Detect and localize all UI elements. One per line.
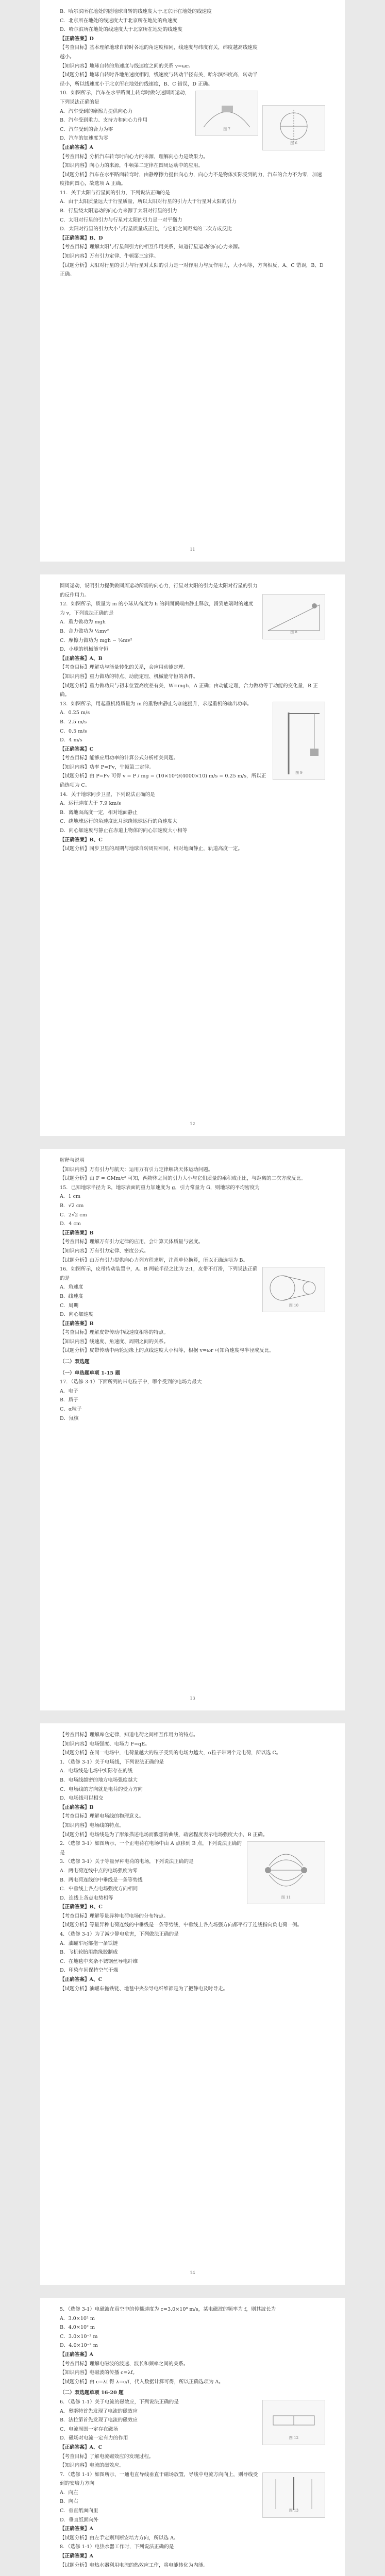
text-line: 【知识内容】电场线的特点。 bbox=[60, 1822, 124, 1828]
answer-line: 【正确答案】C bbox=[60, 746, 94, 752]
option-line: D．氘核 bbox=[60, 1415, 79, 1421]
option-line: A．向左 bbox=[60, 2489, 78, 2496]
text-line: 【考查目标】基本理解地球自转时各地的角速度相同，线速度与纬度有关，纬度越高线速度越小。 bbox=[60, 45, 258, 60]
page-2 bbox=[40, 574, 345, 1136]
text-line: 【考查目标】理解电场线的物理意义。 bbox=[60, 1814, 144, 1820]
text-line: 【考查目标】理解功与能量转化的关系，会应用动能定理。 bbox=[60, 665, 189, 671]
option-line: D．4 m/s bbox=[60, 737, 82, 743]
text-line: 【知识内容】重力做功的特点、动能定理、机械能守恒的条件。 bbox=[60, 673, 198, 680]
text-line: 【试题分析】等量异种电荷连线的中垂线是一条等势线，中垂线上各点场强方向都平行于连线指向负电荷一侧。 bbox=[60, 1922, 303, 1928]
option-line: C．中垂线上各点电场强度方向相同 bbox=[60, 1886, 138, 1892]
option-line: A．重力做功为 mgh bbox=[60, 619, 106, 625]
text-line: 【试题分析】电热水器利用电流的热效应工作，将电能转化为内能。 bbox=[60, 2562, 208, 2568]
text-line: 解释与说明 bbox=[60, 1158, 85, 1163]
question-line: 8．（选修 1-1）电热水器工作时，下列说法正确的是 bbox=[60, 2544, 174, 2550]
answer-line: 【正确答案】B、C bbox=[60, 1904, 103, 1910]
text-line: 【试题分析】地球自转时各地角速度相同，线速度与转动半径有关，哈尔滨纬度高，转动半径小，所以线速度小于北京所在地处的线速度，B、C 错误，D 正确。 bbox=[60, 72, 258, 87]
question-line: 11．关于太阳与行星间的引力，下列说法正确的是 bbox=[60, 190, 170, 196]
option-line: C．太阳对行星的引力与行星对太阳的引力是一对平衡力 bbox=[60, 217, 182, 223]
text-line: 【试题分析】重力做功只与初末位置高度差有关，W=mgh，A 正确；由动能定理，合力做功等于动能的变化量，B 正确。 bbox=[60, 683, 318, 698]
answer-line: 【正确答案】B bbox=[60, 1230, 94, 1236]
text-line: 【试题分析】由 P=Fv 可得 v = P / mg = (10×10³)/(4000×10) m/s = 0.25 m/s，所以正确选项为 C。 bbox=[60, 773, 266, 789]
question-line: 3．（选修 3-1）关于等量异种电荷的电场，下列说法正确的是 bbox=[60, 1859, 194, 1865]
option-line: A．油罐车尾部拖一条铁链 bbox=[60, 1940, 118, 1946]
option-line: C．电流周围一定存在磁场 bbox=[60, 2426, 118, 2432]
figure-caption: 图 13 bbox=[289, 2509, 299, 2513]
option-line: B．飞机轮胎用绝缘胶制成 bbox=[60, 1950, 118, 1956]
page-number: 13 bbox=[190, 1696, 195, 1701]
option-line: B．离地面高度一定，相对地面静止 bbox=[60, 809, 138, 816]
text-line: 【考查目标】分析汽车转弯时向心力的来源，理解向心力是效果力。 bbox=[60, 154, 208, 160]
figure-caption: 图 8 bbox=[290, 630, 297, 635]
text-line: 【试题分析】由 F = GMm/r² 可知，两物体之间的引力大小与它们质量的乘积成正比，与距离的二次方成反比。 bbox=[60, 1176, 306, 1182]
option-line: C．2√2 cm bbox=[60, 1212, 87, 1218]
text-line: 【考查目标】理解库仑定律，知道电荷之间相互作用力的特点。 bbox=[60, 1732, 198, 1738]
answer-line: 【正确答案】B bbox=[60, 1804, 94, 1810]
text-line: 【知识内容】万有引力定律、牛顿第三定律。 bbox=[60, 253, 159, 260]
answer-line: 【正确答案】B bbox=[60, 1320, 94, 1327]
answer-line: 【正确答案】A bbox=[60, 2553, 94, 2560]
text-line: 【试题分析】在同一电场中，电荷量越大的粒子受到的电场力越大，α粒子带两个元电荷，所以选 C。 bbox=[60, 1750, 281, 1756]
figure-caption: 图 10 bbox=[289, 1303, 299, 1308]
option-line: D．汽车的加速度为零 bbox=[60, 135, 109, 142]
page-number: 12 bbox=[190, 1122, 195, 1127]
option-line: B．法拉第首先发现了电流的磁效应 bbox=[60, 2417, 138, 2424]
option-line: C．3.0×10⁻² m bbox=[60, 2333, 98, 2340]
page-1 bbox=[40, 0, 345, 562]
text-line: 【试题分析】太阳对行星的引力与行星对太阳的引力是一对作用力与反作用力，大小相等，方向相反，A、C 错误，B、D 正确。 bbox=[60, 262, 324, 278]
text-line: 【试题分析】由 c=λf 得 λ=c/f，代入数据计算可得，所以正确选项为 A。 bbox=[60, 2379, 224, 2385]
option-line: B．4.0×10² m bbox=[60, 2325, 95, 2331]
section-heading: （二）双选题单项 16-20 题 bbox=[60, 2390, 124, 2396]
figure-caption: 图 11 bbox=[281, 1895, 291, 1900]
question-line: 1．（选修 3-1）关于电场线，下列说法正确的是 bbox=[60, 1759, 164, 1765]
answer-line: 【正确答案】A、C bbox=[60, 1977, 103, 1983]
text-line: 【知识内容】万有引力定律、密度公式。 bbox=[60, 1248, 149, 1254]
text-line: 【考查目标】理解皮带传动中线速度相等的特点。 bbox=[60, 1330, 169, 1336]
option-line: D．电场线可以相交 bbox=[60, 1795, 104, 1802]
text-line: 【试题分析】油罐车拖铁链、地毯中夹杂导电纤维都是为了把静电及时导走。 bbox=[60, 1986, 228, 1992]
question-line: 15．已知地球半径为 R，地球表面的重力加速度为 g，引力常量为 G，则地球的平均密度为 bbox=[60, 1184, 260, 1191]
page-4 bbox=[40, 1723, 345, 2285]
option-line: A．电子 bbox=[60, 1388, 78, 1394]
text-line: 【知识内容】线速度、角速度、周期之间的关系。 bbox=[60, 1338, 169, 1345]
option-line: A．运行速度大于 7.9 km/s bbox=[60, 801, 121, 807]
text-line: 【知识内容】万有引力与航天：运用万有引力定律解决天体运动问题。 bbox=[60, 1166, 213, 1173]
figure-caption: 图 6 bbox=[290, 141, 297, 146]
question-line: 13．如图所示，用起重机将质量为 m 的重物由静止匀加速提升，求起重机的输出功率。 bbox=[60, 701, 252, 707]
text-line: B．哈尔滨所在地处的随地球自转的线速度大于北京所在地处的线速度 bbox=[60, 9, 212, 14]
text-line: 【知识内容】电磁波的传播 c=λf。 bbox=[60, 2370, 138, 2376]
question-line: 2．（选修 3-1）如图所示，一个正电荷在电场中由 A 点移到 B 点，下列说法正确的是 bbox=[60, 1841, 242, 1856]
option-line: B．电场线越密的地方电场强度越大 bbox=[60, 1777, 138, 1783]
page-5 bbox=[40, 2298, 345, 2576]
answer-line: 【正确答案】B、C bbox=[60, 837, 103, 843]
option-line: B．汽车受到重力、支持力和向心力作用 bbox=[60, 117, 148, 124]
text-line: 【试题分析】由万有引力提供向心力列方程求解，注意单位换算，所以正确选项为 B。 bbox=[60, 1257, 248, 1263]
option-line: D．太阳对行星的引力大小与行星质量成正比，与它们之间距离的二次方成反比 bbox=[60, 226, 232, 232]
text-line: 【考查目标】理解电磁波的波速、波长和频率之间的关系。 bbox=[60, 2361, 189, 2367]
figure-car bbox=[195, 91, 258, 136]
option-line: C．垂直纸面向里 bbox=[60, 2508, 98, 2514]
option-line: B．2.5 m/s bbox=[60, 719, 87, 725]
option-line: C．在地毯中夹杂不锈钢丝导电纤维 bbox=[60, 1958, 138, 1964]
option-line: D．向心加速度与静止在赤道上物体的向心加速度大小相等 bbox=[60, 828, 188, 834]
text-line: C．北京所在地处的线速度大于北京所在地处的角速度 bbox=[60, 18, 177, 24]
option-line: D．向心加速度 bbox=[60, 1312, 94, 1318]
text-line: 【考查目标】理解万有引力定律的应用，会计算天体质量与密度。 bbox=[60, 1239, 204, 1245]
figure-wire bbox=[262, 2472, 325, 2518]
question-line: 6．（选修 1-1）关于电流的磁效应，下列说法正确的是 bbox=[60, 2399, 179, 2405]
answer-line: 【正确答案】A、C bbox=[60, 2444, 103, 2450]
text-line: 【考查目标】能够应用功率的计算公式分析相关问题。 bbox=[60, 755, 179, 761]
option-line: B．合力做功为 ½mv² bbox=[60, 628, 109, 634]
option-line: D．4.0×10⁻² m bbox=[60, 2343, 98, 2349]
option-line: A．由于太阳质量远大于行星质量，所以太阳对行星的引力大于行星对太阳的引力 bbox=[60, 199, 237, 205]
option-line: C．α粒子 bbox=[60, 1406, 82, 1413]
answer-line: 【正确答案】A bbox=[60, 2351, 94, 2358]
answer-line: 【正确答案】A bbox=[60, 144, 94, 150]
figure-caption: 图 7 bbox=[223, 127, 230, 131]
answer-line: 【正确答案】A、B bbox=[60, 655, 103, 662]
text-line: 【知识内容】地球自转的角速度与线速度之间的关系 v=ωr。 bbox=[60, 63, 194, 69]
figure-caption: 图 12 bbox=[289, 2436, 299, 2441]
option-line: B．两电荷连线的中垂线是一条等势线 bbox=[60, 1877, 143, 1883]
option-line: D．4 cm bbox=[60, 1221, 81, 1227]
section-heading: （二）双选题 bbox=[60, 1359, 90, 1365]
section-heading: （一）单选题单项 1-15 题 bbox=[60, 1370, 121, 1376]
text-line: 【试题分析】汽车在水平路面转弯时，由静摩擦力提供向心力，向心力不是物体实际受到的力，汽车的合力不为零，加速度指向圆心，故选项 A 正确。 bbox=[60, 172, 322, 187]
page-number: 14 bbox=[190, 2270, 195, 2276]
page-3 bbox=[40, 1149, 345, 1710]
option-line: A．汽车受到的摩擦力提供向心力 bbox=[60, 108, 133, 114]
text-line: 【考查目标】理解太阳与行星间引力的相互作用关系，知道行星运动的向心力来源。 bbox=[60, 244, 243, 250]
text-line: 【试题分析】同步卫星的周期与地球自转周期相同，相对地面静止，轨道高度一定。 bbox=[60, 846, 243, 852]
answer-line: 【正确答案】D bbox=[60, 36, 94, 42]
option-line: A．角速度 bbox=[60, 1284, 83, 1291]
option-line: A．3.0×10² m bbox=[60, 2315, 95, 2321]
option-line: D．垂直纸面向外 bbox=[60, 2517, 98, 2523]
figure-field-lines bbox=[247, 1841, 325, 1904]
figure-magnet bbox=[262, 2400, 325, 2445]
text-line: 【知识内容】电场强度、电场力 F=qE。 bbox=[60, 1741, 150, 1747]
option-line: C．电场线的方向就是电荷的受力方向 bbox=[60, 1786, 143, 1792]
option-line: A．电场线是电场中实际存在的线 bbox=[60, 1768, 133, 1774]
option-line: A．奥斯特首先发现了电流的磁效应 bbox=[60, 2408, 138, 2414]
question-line: 16．如图所示，皮带传动装置中，A、B 两轮半径之比为 2:1，皮带不打滑，下列说法正确的是 bbox=[60, 1266, 258, 1281]
question-line: 7．（选修 1-1）如图所示，一通电直导线垂直于磁场放置，导线中电流方向向上，则导线受到的安培力方向 bbox=[60, 2471, 258, 2487]
figure-pulley bbox=[262, 1267, 325, 1312]
question-line: 14．关于地球同步卫星，下列说法正确的是 bbox=[60, 791, 155, 798]
answer-line: 【正确答案】B、D bbox=[60, 235, 103, 241]
question-line: 4．（选修 3-1）为了减少静电危害，下列做法正确的是 bbox=[60, 1931, 179, 1938]
option-line: B．向右 bbox=[60, 2499, 78, 2505]
text-line: 圆周运动，说明引力提供做圆周运动所需的向心力，行星对太阳的引力是太阳对行星的引力的反作用力。 bbox=[60, 583, 258, 598]
question-line: 5．（选修 3-1）电磁波在真空中的传播速度为 c=3.0×10⁸ m/s，某电磁波的频率为 f，则其波长为 bbox=[60, 2307, 276, 2312]
option-line: B．线速度 bbox=[60, 1293, 83, 1299]
question-line: 12．如图所示，质量为 m 的小球从高度为 h 的斜面顶端由静止释放，滑到底端时的速度为 v，下列说法正确的是 bbox=[60, 601, 254, 616]
text-line: 【知识内容】功率 P=Fv，牛顿第二定律。 bbox=[60, 764, 155, 770]
option-line: A．两电荷连线中点的电场强度为零 bbox=[60, 1868, 138, 1874]
option-line: A．0.25 m/s bbox=[60, 710, 90, 716]
option-line: B．行星绕太阳运动的向心力来源于太阳对行星的引力 bbox=[60, 208, 177, 214]
page-number: 11 bbox=[190, 547, 195, 552]
text-line: 【试题分析】由左手定则判断安培力方向，所以选 A。 bbox=[60, 2535, 179, 2541]
option-line: B．√2 cm bbox=[60, 1202, 84, 1209]
option-line: B．质子 bbox=[60, 1397, 78, 1403]
text-line: 【试题分析】皮带传动中两轮边缘上的点线速度大小相等，根据 v=ωr 可知角速度与半径成反比。 bbox=[60, 1348, 274, 1354]
figure-crane bbox=[273, 702, 325, 780]
figure-caption: 图 9 bbox=[295, 771, 303, 775]
option-line: A．1 cm bbox=[60, 1194, 81, 1200]
text-line: 【试题分析】电场线是为了形象描述电场而假想的曲线，疏密程度表示电场强度大小，B 正确。 bbox=[60, 1832, 268, 1838]
option-line: C．汽车受到的合力为零 bbox=[60, 126, 113, 132]
figure-slope bbox=[262, 594, 325, 639]
text-line: 【知识内容】电流的磁效应。 bbox=[60, 2463, 124, 2469]
option-line: D．磁场对电流一定有力的作用 bbox=[60, 2435, 128, 2442]
question-line: 10．如图所示，汽车在水平路面上转弯时做匀速圆周运动，下列说法正确的是 bbox=[60, 90, 190, 105]
option-line: D．印染车间保持空气干燥 bbox=[60, 1968, 119, 1974]
text-line: D．哈尔滨所在地处的线速度大于北京所在地处的线速度 bbox=[60, 27, 182, 33]
option-line: C．绕地球运行的角速度比月球绕地球运行的角速度大 bbox=[60, 819, 177, 825]
answer-line: 【正确答案】A bbox=[60, 2526, 94, 2532]
option-line: C．0.5 m/s bbox=[60, 728, 87, 734]
crane-icon bbox=[273, 702, 325, 779]
option-line: C．周期 bbox=[60, 1302, 79, 1309]
question-line: 17．（选修 3-1）下面所列的带电粒子中，哪个受到的电场力最大 bbox=[60, 1379, 202, 1385]
text-line: 【考查目标】理解等量异种电荷电场的分布特点。 bbox=[60, 1913, 169, 1919]
option-line: D．连线上各点电势相等 bbox=[60, 1895, 113, 1901]
text-line: 【考查目标】了解电流磁效应的发现过程。 bbox=[60, 2453, 154, 2460]
text-line: 【知识内容】向心力的来源，牛顿第二定律在圆周运动中的应用。 bbox=[60, 163, 204, 169]
option-line: D．小球的机械能守恒 bbox=[60, 647, 109, 653]
figure-earth bbox=[262, 105, 325, 150]
option-line: C．摩擦力做功为 mgh − ½mv² bbox=[60, 637, 132, 643]
